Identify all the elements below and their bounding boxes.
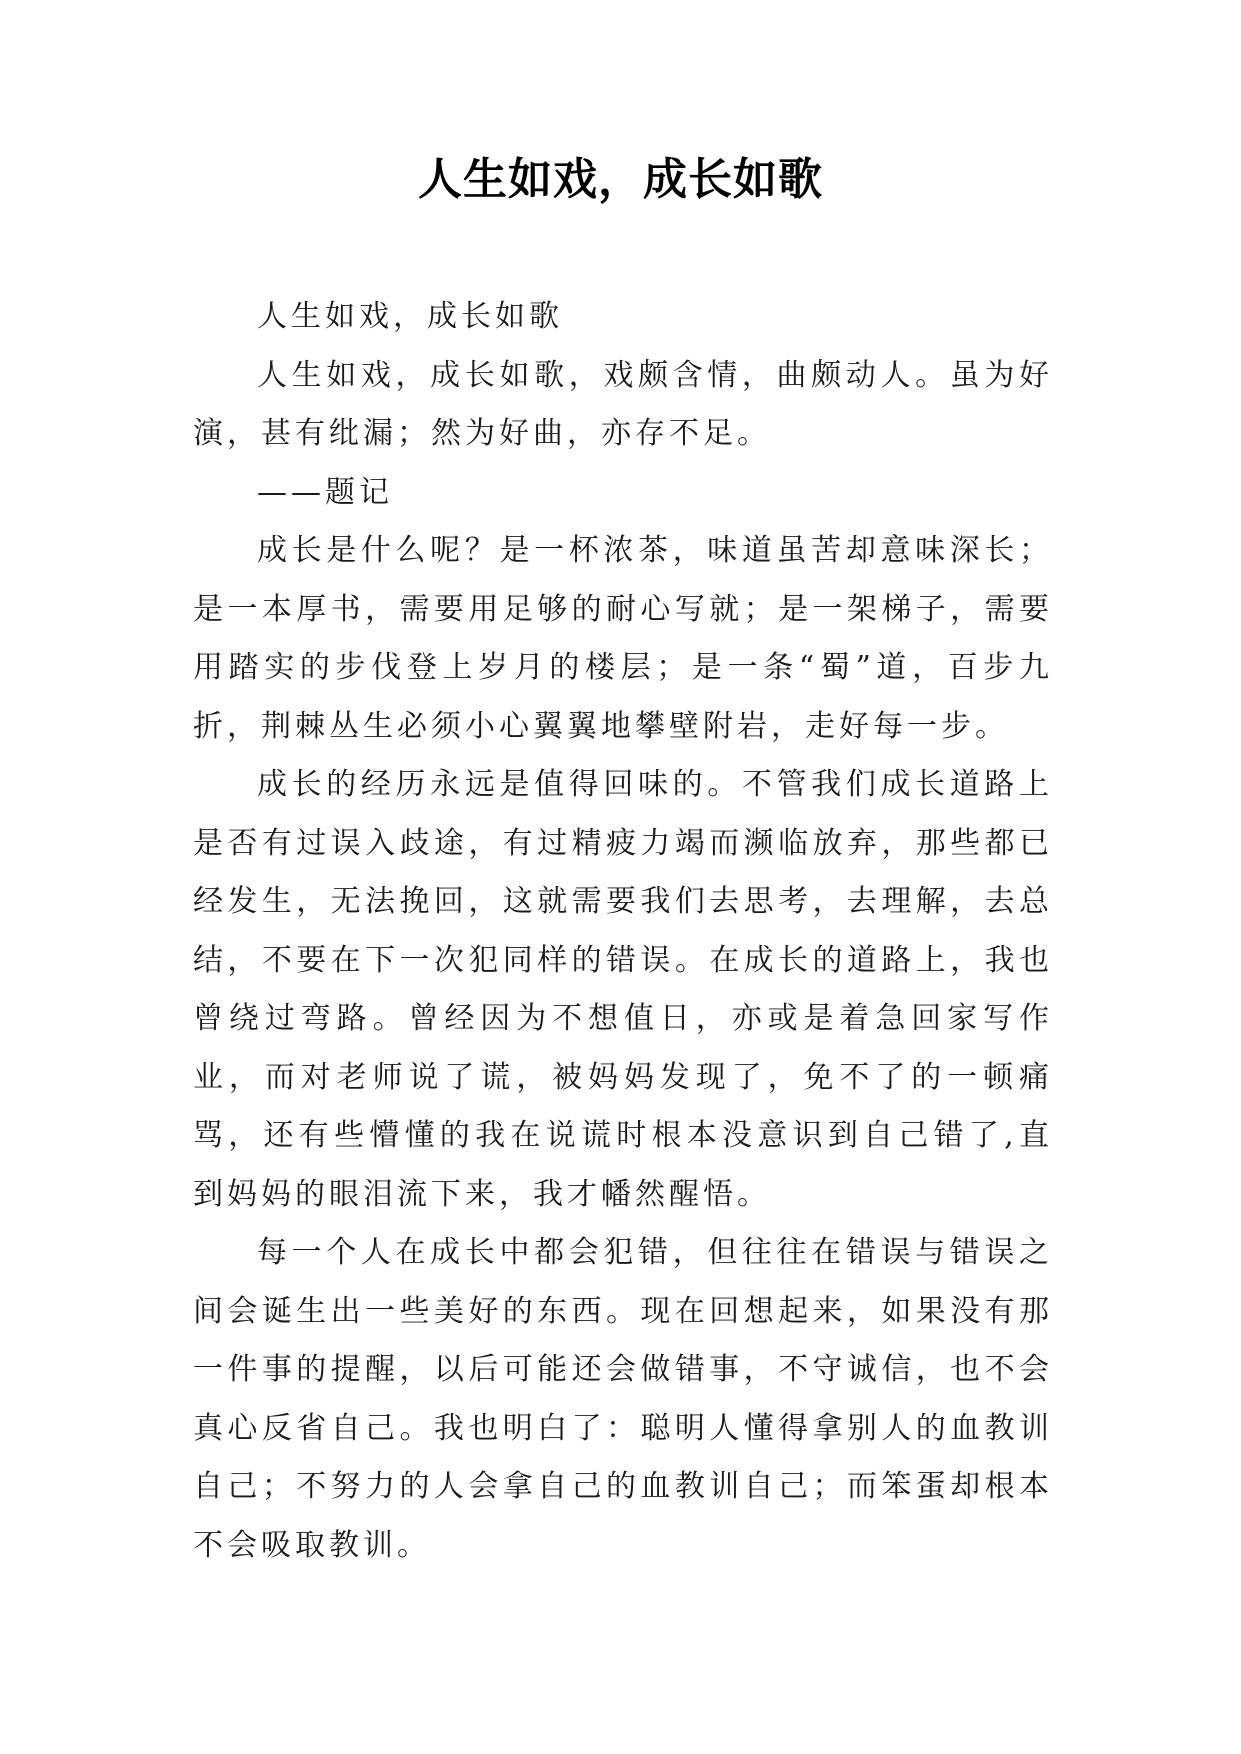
paragraph-body-2: 成长的经历永远是值得回味的。不管我们成长道路上是否有过误入歧途，有过精疲力竭而濒临放弃，那些都已经发生，无法挽回，这就需要我们去思考，去理解，去总结，不要在下一次犯同样的错误。在成长的道路上，我也曾绕过弯路。曾经因为不想值日，亦或是着急回家写作业，而对老师说了谎，被妈妈发现了，免不了的一顿痛骂，还有些懵懂的我在说谎时根本没意识到自己错了,直到妈妈的眼泪流下来，我才幡然醒悟。 xyxy=(193,767,1053,1212)
paragraph-epigraph: 人生如戏，成长如歌，戏颇含情，曲颇动人。虽为好演，甚有纰漏；然为好曲，亦存不足。 xyxy=(193,357,1053,451)
paragraph-epigraph-attribution: ——题记 xyxy=(257,474,393,510)
paragraph-body-3: 每一个人在成长中都会犯错，但往往在错误与错误之间会诞生出一些美好的东西。现在回想起来，如果没有那一件事的提醒，以后可能还会做错事，不守诚信，也不会真心反省自己。我也明白了：聪明人懂得拿别人的血教训自己；不努力的人会拿自己的血教训自己；而笨蛋却根本不会吸取教训。 xyxy=(193,1235,1053,1563)
document-title: 人生如戏，成长如歌 xyxy=(418,154,823,205)
paragraph-subtitle: 人生如戏，成长如歌 xyxy=(257,299,563,334)
paragraph-body-1: 成长是什么呢？是一杯浓茶，味道虽苦却意味深长；是一本厚书，需要用足够的耐心写就；是一架梯子，需要用踏实的步伐登上岁月的楼层；是一条“蜀”道，百步九折，荆棘丛生必须小心翼翼地攀壁附岩，走好每一步。 xyxy=(193,533,1053,744)
document-body xyxy=(193,288,1053,1575)
